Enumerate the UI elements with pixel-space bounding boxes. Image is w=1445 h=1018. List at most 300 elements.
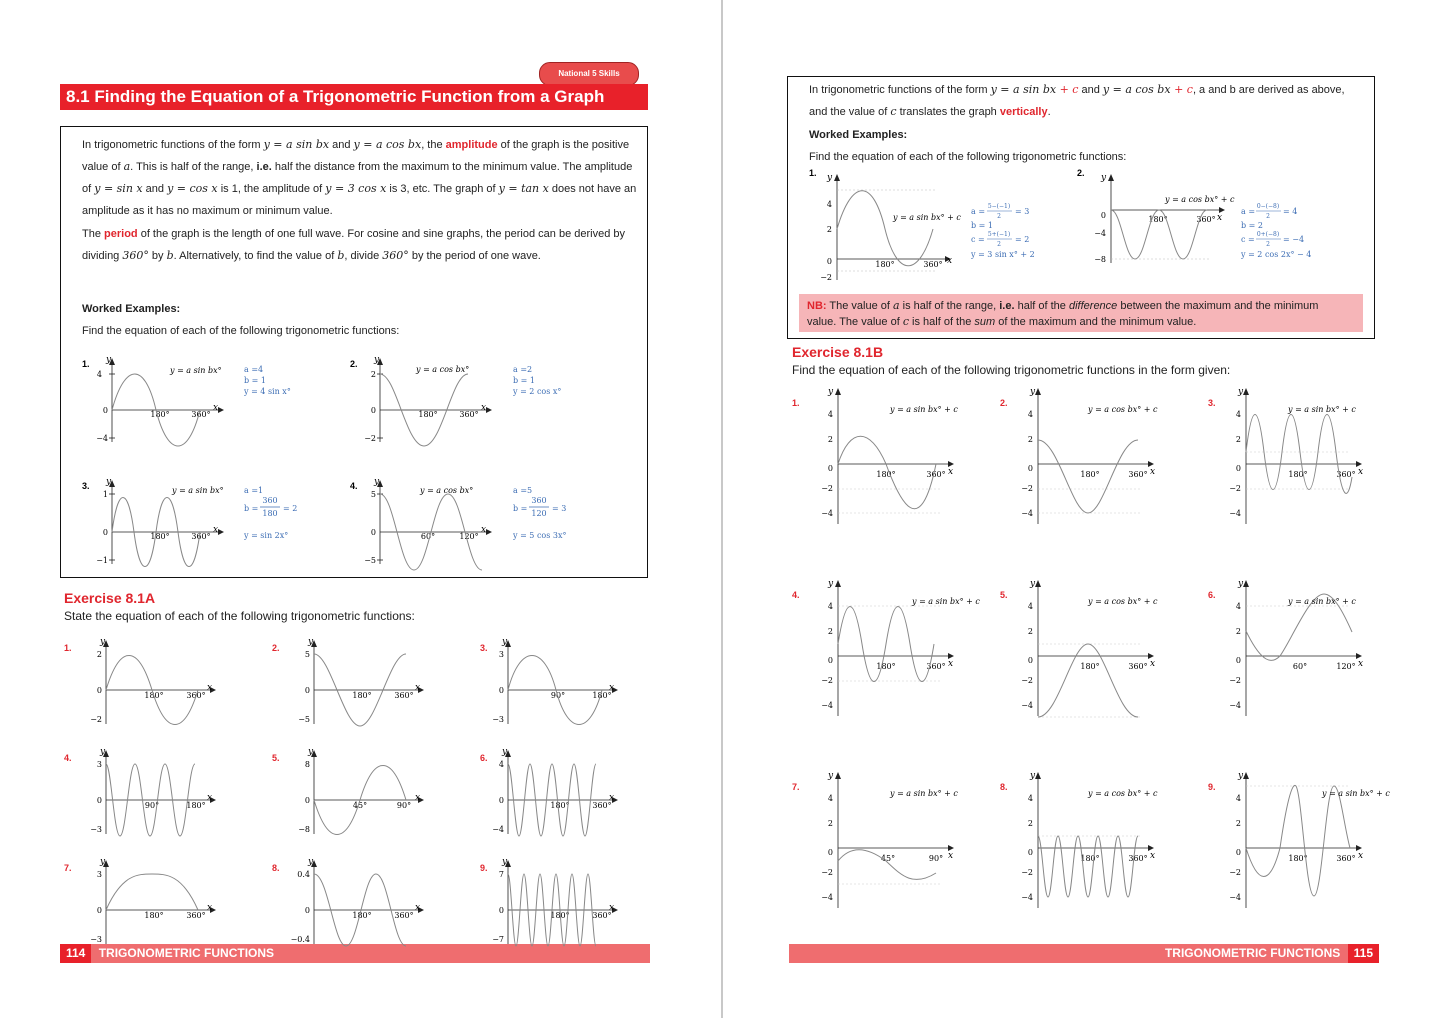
svg-text:0: 0	[96, 686, 102, 695]
svg-text:x: x	[609, 793, 615, 803]
svg-text:y: y	[502, 637, 508, 647]
svg-text:7.: 7.	[64, 863, 72, 873]
svg-text:−4: −4	[1229, 893, 1241, 902]
svg-text:−2: −2	[821, 484, 833, 493]
svg-text:4.: 4.	[350, 481, 358, 491]
svg-text:120°: 120°	[459, 532, 479, 541]
intro-line-1: In trigonometric functions of the form y = a sin bx and y = a cos bx, the amplitude of the graph is the positive	[82, 138, 630, 151]
svg-text:y = a cos bx° + c: y = a cos bx° + c	[1088, 597, 1158, 606]
svg-text:0: 0	[1100, 211, 1106, 220]
svg-text:2.: 2.	[1000, 398, 1008, 408]
svg-text:360°: 360°	[1128, 470, 1148, 479]
svg-text:2: 2	[997, 241, 1001, 248]
svg-text:180°: 180°	[144, 911, 164, 920]
svg-text:y = 2 cos 2x° − 4: y = 2 cos 2x° − 4	[1241, 250, 1312, 259]
nb-note: NB: The value of a is half of the range, i.e. half of the difference between the maximum and the minimum value. The value of c is half of the sum of the maximum and the minimum value.	[799, 294, 1363, 332]
exercise-b-graph-6	[1206, 574, 1406, 719]
svg-text:90°: 90°	[396, 801, 412, 810]
svg-text:−3: −3	[90, 935, 102, 944]
svg-text:7.: 7.	[792, 782, 800, 792]
svg-text:y: y	[106, 477, 112, 487]
svg-text:x: x	[1358, 851, 1364, 861]
svg-text:180°: 180°	[875, 260, 895, 269]
exercise-b-graph-9	[1206, 766, 1406, 911]
exercise-b-graph-8	[998, 766, 1198, 911]
svg-text:180°: 180°	[550, 911, 570, 920]
svg-text:y: y	[374, 355, 380, 365]
svg-text:5.: 5.	[272, 753, 280, 763]
svg-text:360°: 360°	[186, 911, 206, 920]
svg-text:0: 0	[102, 528, 108, 537]
svg-text:x: x	[207, 793, 213, 803]
svg-text:60°: 60°	[420, 532, 436, 541]
svg-text:y: y	[308, 747, 314, 757]
svg-text:0: 0	[498, 906, 504, 915]
svg-text:y = a sin bx° + c: y = a sin bx° + c	[890, 405, 958, 414]
svg-text:7: 7	[498, 870, 504, 879]
svg-text:−2: −2	[1229, 676, 1241, 685]
svg-text:y: y	[827, 173, 833, 183]
svg-text:x: x	[948, 467, 954, 477]
svg-text:120: 120	[531, 509, 547, 518]
exercise-a-graph-4	[62, 744, 242, 839]
svg-text:y: y	[828, 387, 834, 397]
svg-text:2.: 2.	[1077, 168, 1085, 178]
svg-text:180°: 180°	[1288, 470, 1308, 479]
left-footer-title: TRIGONOMETRIC FUNCTIONS	[98, 946, 275, 960]
svg-text:y = a cos bx° + c: y = a cos bx° + c	[1165, 195, 1235, 204]
svg-text:0: 0	[370, 528, 376, 537]
worked-graph-4	[348, 474, 578, 569]
svg-text:a =1: a =1	[244, 486, 264, 495]
svg-text:x: x	[947, 256, 953, 266]
svg-text:180°: 180°	[150, 532, 170, 541]
svg-text:5: 5	[304, 650, 310, 659]
exercise-a-graph-5	[270, 744, 450, 839]
exercise-b-graph-2	[998, 382, 1198, 527]
svg-text:−4: −4	[1094, 229, 1106, 238]
svg-text:180°: 180°	[186, 801, 206, 810]
svg-text:−2: −2	[1229, 484, 1241, 493]
svg-text:3: 3	[498, 650, 504, 659]
svg-text:y: y	[100, 857, 106, 867]
svg-text:0: 0	[498, 796, 504, 805]
svg-text:y: y	[1238, 579, 1244, 589]
svg-text:y = a sin bx° + c: y = a sin bx° + c	[912, 597, 980, 606]
svg-text:1.: 1.	[792, 398, 800, 408]
svg-text:y: y	[106, 355, 112, 365]
svg-text:−2: −2	[1021, 868, 1033, 877]
svg-text:120°: 120°	[1336, 662, 1356, 671]
svg-text:y = a sin bx°: y = a sin bx°	[170, 366, 222, 375]
intro-line-2: value of a. This is half of the range, i.e. half the distance from the maximum to the minimum value. The amplitude	[82, 160, 633, 173]
svg-text:90°: 90°	[550, 691, 566, 700]
svg-text:x: x	[415, 793, 421, 803]
svg-text:6.: 6.	[480, 753, 488, 763]
svg-text:45°: 45°	[352, 801, 368, 810]
svg-text:0: 0	[96, 906, 102, 915]
svg-text:−4: −4	[1021, 701, 1033, 710]
svg-text:5.: 5.	[1000, 590, 1008, 600]
svg-text:4: 4	[827, 794, 833, 803]
national-5-badge: National 5 Skills	[539, 62, 639, 86]
svg-text:0: 0	[96, 796, 102, 805]
svg-text:3: 3	[96, 760, 102, 769]
svg-text:0: 0	[1027, 464, 1033, 473]
svg-text:4: 4	[826, 200, 832, 209]
svg-text:y: y	[308, 637, 314, 647]
svg-text:2: 2	[1266, 213, 1270, 220]
svg-text:2: 2	[1027, 435, 1033, 444]
svg-text:y: y	[100, 637, 106, 647]
exercise-a-graph-2	[270, 634, 450, 729]
svg-text:2: 2	[1235, 627, 1241, 636]
svg-text:x: x	[948, 851, 954, 861]
svg-text:360°: 360°	[1336, 854, 1356, 863]
svg-text:= 3: = 3	[1015, 207, 1030, 216]
svg-text:180°: 180°	[418, 410, 438, 419]
svg-text:5: 5	[370, 490, 376, 499]
svg-text:−7: −7	[492, 935, 504, 944]
svg-text:x: x	[207, 683, 213, 693]
svg-text:= 4: = 4	[1283, 207, 1298, 216]
svg-text:90°: 90°	[144, 801, 160, 810]
svg-text:1: 1	[102, 490, 108, 499]
svg-text:180°: 180°	[550, 801, 570, 810]
svg-text:0: 0	[102, 406, 108, 415]
svg-text:360°: 360°	[926, 662, 946, 671]
period-term: period	[104, 228, 138, 240]
svg-text:180°: 180°	[876, 470, 896, 479]
svg-text:360: 360	[262, 496, 278, 505]
svg-text:c =: c =	[1241, 235, 1255, 244]
svg-text:−3: −3	[90, 825, 102, 834]
svg-text:0.4: 0.4	[297, 870, 310, 879]
svg-text:360°: 360°	[1128, 662, 1148, 671]
svg-text:0: 0	[370, 406, 376, 415]
svg-text:−4: −4	[821, 893, 833, 902]
svg-text:−4: −4	[96, 434, 108, 443]
svg-text:360°: 360°	[1336, 470, 1356, 479]
worked-graph-3	[80, 474, 310, 569]
svg-text:5+(−1): 5+(−1)	[987, 231, 1011, 238]
svg-text:−2: −2	[821, 676, 833, 685]
svg-text:180°: 180°	[144, 691, 164, 700]
svg-text:−8: −8	[298, 825, 310, 834]
exercise-a-graph-6	[478, 744, 658, 839]
svg-text:2: 2	[370, 370, 376, 379]
svg-text:y: y	[1030, 579, 1036, 589]
worked-graph-1	[80, 352, 310, 447]
svg-text:180°: 180°	[1080, 662, 1100, 671]
svg-text:2: 2	[827, 627, 833, 636]
svg-text:360°: 360°	[923, 260, 943, 269]
svg-text:0: 0	[827, 848, 833, 857]
svg-text:0: 0	[826, 257, 832, 266]
svg-text:45°: 45°	[880, 854, 896, 863]
svg-text:−4: −4	[1021, 893, 1033, 902]
exercise-a-graph-1	[62, 634, 242, 729]
svg-text:360°: 360°	[191, 532, 211, 541]
exercise-b-graph-5	[998, 574, 1198, 719]
exercise-8-1b-subtitle: Find the equation of each of the following trigonometric functions in the form given:	[792, 363, 1231, 377]
svg-text:x: x	[207, 903, 213, 913]
svg-text:360°: 360°	[186, 691, 206, 700]
svg-text:−2: −2	[1229, 868, 1241, 877]
exercise-a-graph-7	[62, 854, 242, 949]
svg-text:2: 2	[827, 435, 833, 444]
svg-text:0−(−8): 0−(−8)	[1256, 203, 1280, 210]
svg-text:y: y	[308, 857, 314, 867]
svg-text:2: 2	[827, 819, 833, 828]
svg-text:y: y	[100, 747, 106, 757]
svg-text:−4: −4	[1229, 701, 1241, 710]
right-worked-subtitle: Find the equation of each of the following trigonometric functions:	[809, 151, 1127, 163]
svg-text:y: y	[374, 477, 380, 487]
svg-text:180°: 180°	[150, 410, 170, 419]
svg-text:180°: 180°	[1080, 470, 1100, 479]
svg-text:180°: 180°	[592, 691, 612, 700]
svg-text:3.: 3.	[480, 643, 488, 653]
svg-text:b = 1: b = 1	[513, 376, 535, 385]
svg-text:2: 2	[1266, 241, 1270, 248]
svg-text:= −4: = −4	[1283, 235, 1305, 244]
svg-text:x: x	[213, 403, 219, 413]
svg-text:−2: −2	[820, 273, 832, 282]
svg-text:2.: 2.	[350, 359, 358, 369]
svg-text:b =: b =	[244, 504, 259, 513]
svg-text:180: 180	[262, 509, 278, 518]
amplitude-term: amplitude	[445, 139, 498, 151]
svg-text:0: 0	[827, 656, 833, 665]
graph-number: 1.	[82, 359, 90, 369]
svg-text:y: y	[1030, 771, 1036, 781]
svg-text:4: 4	[96, 370, 102, 379]
svg-text:4: 4	[1027, 794, 1033, 803]
svg-text:8.: 8.	[272, 863, 280, 873]
svg-text:180°: 180°	[1080, 854, 1100, 863]
svg-text:x: x	[1358, 467, 1364, 477]
svg-text:−4: −4	[821, 701, 833, 710]
svg-text:4: 4	[1235, 602, 1241, 611]
svg-text:x: x	[1150, 659, 1156, 669]
svg-text:8.: 8.	[1000, 782, 1008, 792]
svg-text:5−(−1): 5−(−1)	[987, 203, 1011, 210]
exercise-a-graph-3	[478, 634, 658, 729]
svg-text:2: 2	[1027, 627, 1033, 636]
exercise-8-1a-subtitle: State the equation of each of the following trigonometric functions:	[64, 609, 415, 623]
svg-text:2: 2	[96, 650, 102, 659]
svg-text:x: x	[481, 525, 487, 535]
svg-text:0: 0	[1235, 464, 1241, 473]
svg-text:2: 2	[997, 213, 1001, 220]
svg-text:−0.4: −0.4	[290, 935, 310, 944]
svg-text:0: 0	[498, 686, 504, 695]
right-intro-line-2: and the value of c translates the graph vertically.	[809, 105, 1051, 118]
svg-text:360°: 360°	[394, 691, 414, 700]
intro-line-4: amplitude as it has no maximum or minimum value.	[82, 205, 333, 217]
svg-text:4: 4	[1027, 602, 1033, 611]
svg-text:0: 0	[304, 686, 310, 695]
svg-text:y = a cos bx°: y = a cos bx°	[416, 365, 470, 374]
svg-text:b = 1: b = 1	[971, 221, 993, 230]
svg-text:3.: 3.	[82, 481, 90, 491]
svg-text:3.: 3.	[1208, 398, 1216, 408]
svg-text:4: 4	[1235, 410, 1241, 419]
svg-text:x: x	[948, 659, 954, 669]
svg-text:4.: 4.	[792, 590, 800, 600]
exercise-8-1a-title: Exercise 8.1A	[64, 590, 156, 606]
svg-text:0: 0	[827, 464, 833, 473]
svg-text:−1: −1	[96, 556, 108, 565]
svg-text:0: 0	[1027, 848, 1033, 857]
svg-text:1.: 1.	[809, 168, 817, 178]
svg-text:y = 2 cos x°: y = 2 cos x°	[513, 387, 562, 396]
svg-text:360°: 360°	[926, 470, 946, 479]
svg-text:a =2: a =2	[513, 365, 533, 374]
svg-text:180°: 180°	[1148, 215, 1168, 224]
left-worked-subtitle: Find the equation of each of the following trigonometric functions:	[82, 325, 400, 337]
intro-line-3: of y = sin x and y = cos x is 1, the amplitude of y = 3 cos x is 3, etc. The graph of y = tan x does not have an	[82, 182, 637, 195]
svg-text:−5: −5	[298, 715, 310, 724]
svg-text:b = 1: b = 1	[244, 376, 266, 385]
svg-text:2: 2	[826, 225, 832, 234]
intro-line-6: dividing 360° by b. Alternatively, to find the value of b, divide 360° by the period of one wave.	[82, 249, 541, 262]
svg-text:y = a sin bx° + c: y = a sin bx° + c	[1322, 789, 1390, 798]
svg-text:360°: 360°	[459, 410, 479, 419]
svg-text:2: 2	[1235, 435, 1241, 444]
svg-text:−4: −4	[821, 509, 833, 518]
svg-text:y = a cos bx° + c: y = a cos bx° + c	[1088, 405, 1158, 414]
svg-text:0: 0	[1027, 656, 1033, 665]
right-footer-title: TRIGONOMETRIC FUNCTIONS	[1164, 946, 1341, 960]
svg-text:x: x	[213, 525, 219, 535]
svg-text:2: 2	[1235, 819, 1241, 828]
svg-text:a =4: a =4	[244, 365, 264, 374]
left-worked-title: Worked Examples:	[82, 303, 181, 315]
svg-text:360°: 360°	[191, 410, 211, 419]
svg-text:−2: −2	[821, 868, 833, 877]
svg-text:b =: b =	[513, 504, 528, 513]
svg-text:= 3: = 3	[552, 504, 567, 513]
svg-text:−8: −8	[1094, 255, 1106, 264]
page-number-114: 114	[60, 944, 91, 963]
svg-text:0+(−8): 0+(−8)	[1256, 231, 1280, 238]
svg-text:4: 4	[827, 602, 833, 611]
exercise-b-graph-3	[1206, 382, 1406, 527]
svg-text:−2: −2	[364, 434, 376, 443]
svg-text:4: 4	[1235, 794, 1241, 803]
svg-text:= 2: = 2	[1015, 235, 1030, 244]
svg-text:y: y	[1030, 387, 1036, 397]
svg-text:2.: 2.	[272, 643, 280, 653]
svg-text:y: y	[1238, 771, 1244, 781]
svg-text:−5: −5	[364, 556, 376, 565]
svg-text:x: x	[415, 903, 421, 913]
intro-line-5: The period of the graph is the length of one full wave. For cosine and sine graphs, the period can be derived by	[82, 228, 626, 240]
exercise-8-1b-title: Exercise 8.1B	[792, 344, 884, 360]
svg-text:−2: −2	[1021, 676, 1033, 685]
svg-text:8: 8	[304, 760, 310, 769]
svg-text:−2: −2	[1021, 484, 1033, 493]
right-worked-title: Worked Examples:	[809, 129, 908, 141]
svg-text:y = 3 sin x° + 2: y = 3 sin x° + 2	[971, 250, 1035, 259]
svg-text:y = 5 cos 3x°: y = 5 cos 3x°	[513, 531, 567, 540]
svg-text:360: 360	[531, 496, 547, 505]
svg-text:0: 0	[1235, 848, 1241, 857]
svg-text:a =5: a =5	[513, 486, 533, 495]
exercise-a-graph-8	[270, 854, 450, 949]
svg-text:180°: 180°	[352, 911, 372, 920]
svg-text:y: y	[502, 857, 508, 867]
svg-text:x: x	[1217, 213, 1223, 223]
right-footer	[789, 944, 1379, 963]
svg-text:−4: −4	[492, 825, 504, 834]
svg-text:x: x	[415, 683, 421, 693]
svg-text:4: 4	[1027, 410, 1033, 419]
right-worked-graph-1	[807, 168, 1077, 283]
svg-text:x: x	[609, 903, 615, 913]
svg-text:a =: a =	[971, 207, 986, 216]
svg-text:y = sin 2x°: y = sin 2x°	[244, 531, 289, 540]
svg-text:3: 3	[96, 870, 102, 879]
svg-text:−2: −2	[90, 715, 102, 724]
svg-text:360°: 360°	[394, 911, 414, 920]
svg-text:90°: 90°	[928, 854, 944, 863]
svg-text:x: x	[481, 403, 487, 413]
svg-text:360°: 360°	[592, 911, 612, 920]
svg-text:360°: 360°	[1128, 854, 1148, 863]
svg-text:c =: c =	[971, 235, 985, 244]
svg-text:y: y	[1101, 173, 1107, 183]
svg-text:360°: 360°	[592, 801, 612, 810]
svg-text:0: 0	[304, 906, 310, 915]
svg-text:0: 0	[1235, 656, 1241, 665]
svg-text:6.: 6.	[1208, 590, 1216, 600]
svg-text:9.: 9.	[1208, 782, 1216, 792]
svg-text:4: 4	[498, 760, 504, 769]
worked-graph-2	[348, 352, 578, 447]
svg-text:4: 4	[827, 410, 833, 419]
svg-text:y = a sin bx° + c: y = a sin bx° + c	[1288, 597, 1356, 606]
svg-text:−3: −3	[492, 715, 504, 724]
svg-text:y = a sin bx° + c: y = a sin bx° + c	[1288, 405, 1356, 414]
svg-text:x: x	[1358, 659, 1364, 669]
svg-text:0: 0	[304, 796, 310, 805]
exercise-b-graph-7	[790, 766, 990, 911]
svg-text:y = a cos bx°: y = a cos bx°	[420, 486, 474, 495]
svg-text:180°: 180°	[1288, 854, 1308, 863]
page-number-115: 115	[1348, 944, 1379, 963]
exercise-b-graph-4	[790, 574, 990, 719]
svg-text:−4: −4	[1021, 509, 1033, 518]
svg-text:60°: 60°	[1292, 662, 1308, 671]
svg-text:−4: −4	[1229, 509, 1241, 518]
svg-text:x: x	[609, 683, 615, 693]
svg-text:y: y	[828, 771, 834, 781]
exercise-a-graph-9	[478, 854, 658, 949]
svg-text:4.: 4.	[64, 753, 72, 763]
svg-text:y = a cos bx° + c: y = a cos bx° + c	[1088, 789, 1158, 798]
svg-text:= 2: = 2	[283, 504, 298, 513]
svg-text:y: y	[828, 579, 834, 589]
exercise-b-graph-1	[790, 382, 990, 527]
section-title: 8.1 Finding the Equation of a Trigonometric Function from a Graph	[60, 84, 648, 110]
svg-text:2: 2	[1027, 819, 1033, 828]
svg-text:a =: a =	[1241, 207, 1256, 216]
right-intro-line-1: In trigonometric functions of the form y = a sin bx + c and y = a cos bx + c, a and b are derived as above,	[809, 83, 1345, 96]
svg-text:x: x	[1150, 851, 1156, 861]
